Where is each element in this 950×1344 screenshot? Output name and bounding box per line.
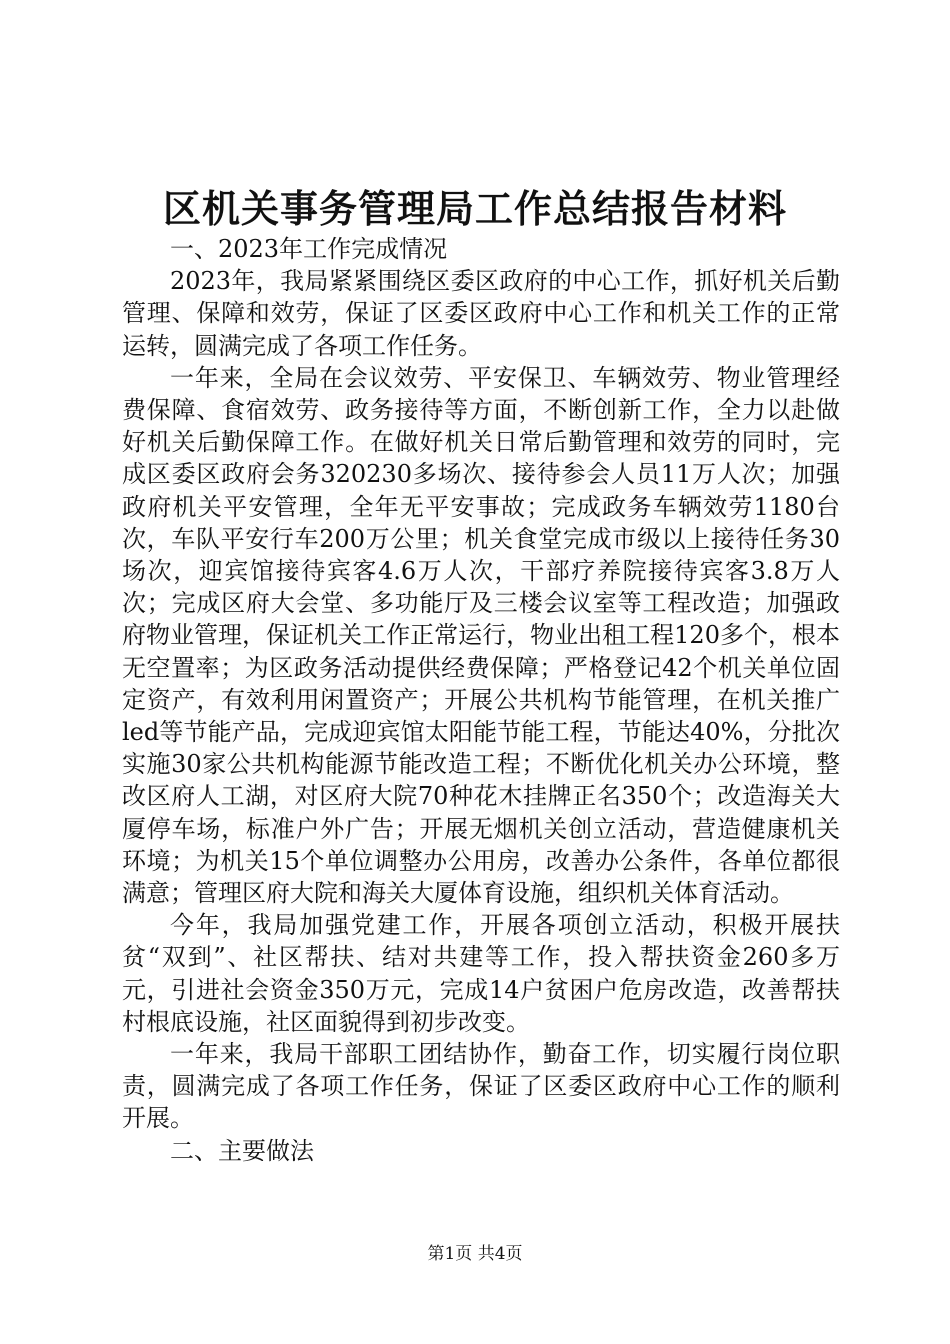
paragraph-intro: 2023年，我局紧紧围绕区委区政府的中心工作，抓好机关后勤管理、保障和效劳，保证了区委区政府中心工作和机关工作的正常运转，圆满完成了各项工作任务。 <box>122 267 840 360</box>
document-title: 区机关事务管理局工作总结报告材料 <box>162 186 787 231</box>
section-heading-2: 二、主要做法 <box>170 1136 314 1165</box>
section-heading-1: 一、2023年工作完成情况 <box>170 235 448 263</box>
paragraph-party-building: 今年，我局加强党建工作，开展各项创立活动，积极开展扶贫“双到”、社区帮扶、结对共建等工作，投入帮扶资金260多万元，引进社会资金350万元，完成14户贫困户危房改造，改善帮扶村根底设施，社区面貌得到初步改变。 <box>122 911 840 1036</box>
paragraph-achievements: 一年来，全局在会议效劳、平安保卫、车辆效劳、物业管理经费保障、食宿效劳、政务接待等方面，不断创新工作，全力以赴做好机关后勤保障工作。在做好机关日常后勤管理和效劳的同时，完成区委区政府会务320230多场次、接待参会人员11万人次；加强政府机关平安管理，全年无平安事故；完成政务车辆效劳1180台次，车队平安行车200万公里；机关食堂完成市级以上接待任务30场次，迎宾馆接待宾客4.6万人次，干部疗养院接待宾客3.8万人次；完成区府大会堂、多功能厅及三楼会议室等工程改造；加强政府物业管理，保证机关工作正常运行，物业出租工程120多个，根本无空置率；为区政务活动提供经费保障；严格登记42个机关单位固定资产，有效利用闲置资产；开展公共机构节能管理，在机关推广led等节能产品，完成迎宾馆太阳能节能工程，节能达40%，分批次实施30家公共机构能源节能改造工程；不断优化机关办公环境，整改区府人工湖，对区府大院70种花木挂牌正名350个；改造海关大厦停车场，标准户外广告；开展无烟机关创立活动，营造健康机关环境；为机关15个单位调整办公用房，改善办公条件，各单位都很满意；管理区府大院和海关大厦体育设施，组织机关体育活动。 <box>122 363 840 908</box>
paragraph-summary: 一年来，我局干部职工团结协作，勤奋工作，切实履行岗位职责，圆满完成了各项工作任务，保证了区委区政府中心工作的顺利开展。 <box>122 1040 840 1133</box>
page-footer: 第1页 共4页 <box>427 1244 523 1264</box>
document-body <box>122 233 840 1167</box>
